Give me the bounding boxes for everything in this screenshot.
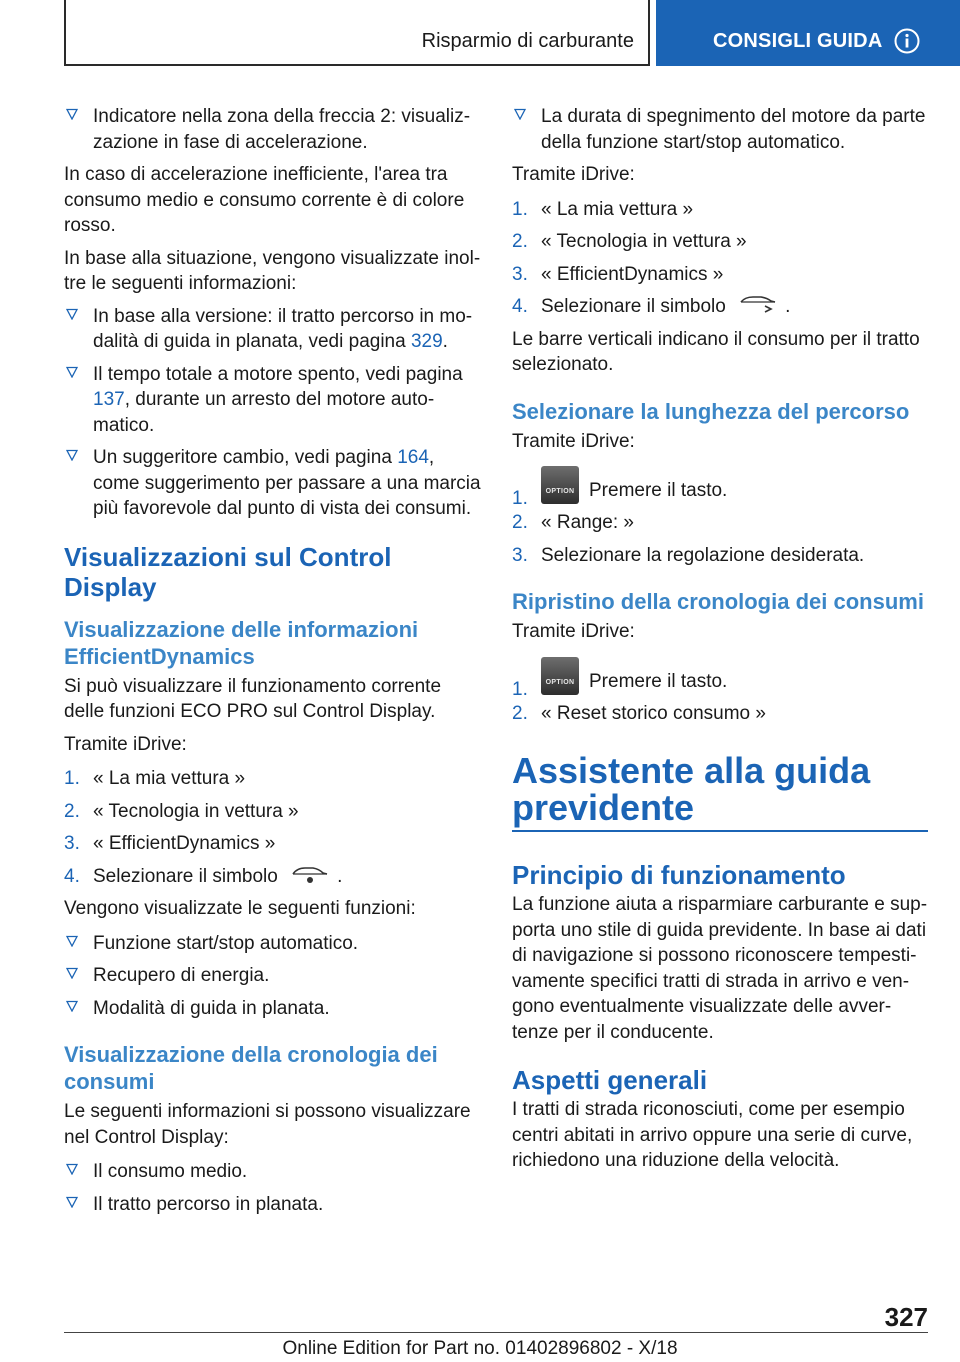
info-icon[interactable] <box>894 28 920 54</box>
triangle-bullet-icon <box>66 366 78 378</box>
heading-general-aspects: Aspetti generali <box>512 1065 708 1095</box>
header-section-box <box>64 0 650 66</box>
triangle-bullet-icon <box>66 1196 78 1208</box>
list-item: Un suggeritore cambio, vedi pagina 164, come suggerimento per passare a una marcia più favorevole dal punto di vista dei consumi. <box>64 445 482 522</box>
heading-route-length: Selezionare la lunghezza del percorso <box>512 398 910 424</box>
heading-predictive-assistant: Assistente alla guida previdente <box>512 750 871 828</box>
right-column <box>512 104 928 1181</box>
list-item: In base alla versione: il tratto percorso in modalità di guida in planata, vedi pagina 329. <box>64 304 482 355</box>
heading-reset-history: Ripristino della cronologia dei consumi <box>512 589 924 614</box>
list-item: Recupero di energia. <box>64 963 482 989</box>
page-link[interactable]: 164 <box>397 447 429 468</box>
paragraph: Tramite iDrive: <box>512 430 635 452</box>
heading-efficientdynamics-info: Visualizzazione delle informazioni EfficientDynamics <box>64 616 419 669</box>
list-item: Il tratto percorso in planata. <box>64 1192 482 1218</box>
step-item: 2. « Tecnologia in vettura » <box>512 231 747 252</box>
triangle-bullet-icon <box>66 1163 78 1175</box>
car-history-icon <box>737 294 779 316</box>
paragraph: Vengono visualizzate le seguenti funzioni: <box>64 898 416 919</box>
paragraph: I tratti di strada riconosciuti, come per esempio centri abitati in arrivo oppure una serie di curve, richiedono una riduzione della velocità. <box>512 1099 913 1171</box>
paragraph: In base alla situazione, vengono visualizzate inoltre le seguenti informazioni: <box>64 247 481 294</box>
option-button[interactable]: OPTION <box>541 466 579 504</box>
step-item: 1. OPTION Premere il tasto. <box>512 657 928 695</box>
list-item: Il tempo totale a motore spento, vedi pagina 137, durante un arresto del motore automatico. <box>64 362 482 439</box>
step-item: 1. OPTION Premere il tasto. <box>512 466 928 504</box>
list-item: Funzione start/stop automatico. <box>64 931 482 957</box>
page-link[interactable]: 137 <box>93 389 125 410</box>
step-item: 3. Selezionare la regolazione desiderata. <box>512 544 865 566</box>
triangle-bullet-icon <box>66 967 78 979</box>
step-item: 3. « EfficientDynamics » <box>512 263 724 285</box>
footer-edition: Online Edition for Part no. 01402896802 - X/18 <box>282 1338 678 1359</box>
step-item: 4. Selezionare il simbolo . <box>512 296 791 317</box>
step-item: 2. « Reset storico consumo » <box>512 702 766 724</box>
step-item: 2. « Tecnologia in vettura » <box>64 800 299 822</box>
page-link[interactable]: 329 <box>410 331 443 352</box>
paragraph: La funzione aiuta a risparmiare carburante e supporta uno stile di guida previdente. In base ai dati di navigazione si possono riconoscere tempestivamente specifici tratti di strada in arrivo e vengono eventualmente visualizzate delle avvertenze per il conducente. <box>512 894 928 1043</box>
triangle-bullet-icon <box>66 1000 78 1012</box>
car-efficiency-icon <box>289 864 331 886</box>
triangle-bullet-icon <box>66 308 78 320</box>
step-item: 4. Selezionare il simbolo . <box>64 865 343 887</box>
list-item: Il consumo medio. <box>64 1159 482 1185</box>
step-item: 2. « Range: » <box>512 512 634 533</box>
paragraph: Tramite iDrive: <box>512 164 635 185</box>
heading-rule <box>512 830 928 832</box>
paragraph: In caso di accelerazione inefficiente, l'area tra consumo medio e consumo corrente è di colore rosso. <box>64 164 465 236</box>
step-item: 3. « EfficientDynamics » <box>64 833 276 854</box>
chapter-tab-label: CONSIGLI GUIDA <box>713 30 883 52</box>
list-item: La durata di spegnimento del motore da parte della funzione start/stop automatico. <box>512 104 928 155</box>
step-item: 1. « La mia vettura » <box>64 768 246 789</box>
triangle-bullet-icon <box>66 449 78 461</box>
triangle-bullet-icon <box>66 108 78 120</box>
paragraph: Le barre verticali indicano il consumo per il tratto selezionato. <box>512 328 920 375</box>
paragraph: Tramite iDrive: <box>512 621 635 642</box>
list-item: Indicatore nella zona della freccia 2: visualizzazione in fase di accelerazione. <box>64 104 482 155</box>
step-item: 1. « La mia vettura » <box>512 198 694 220</box>
option-button[interactable]: OPTION <box>541 657 579 695</box>
heading-principle: Principio di funzionamento <box>512 860 846 890</box>
triangle-bullet-icon <box>66 935 78 947</box>
paragraph: Le seguenti informazioni si possono visualizzare nel Control Display: <box>64 1101 471 1148</box>
heading-consumption-history: Visualizzazione della cronologia dei consumi <box>64 1042 438 1094</box>
paragraph: Tramite iDrive: <box>64 733 187 755</box>
paragraph: Si può visualizzare il funzionamento corrente delle funzioni ECO PRO sul Control Display. <box>64 675 442 722</box>
page-number: 327 <box>884 1302 928 1332</box>
footer-divider <box>64 1332 928 1333</box>
triangle-bullet-icon <box>514 108 526 120</box>
list-item: Modalità di guida in planata. <box>64 996 482 1022</box>
left-column <box>64 104 482 1224</box>
chapter-tab[interactable] <box>656 0 960 66</box>
heading-control-display: Visualizzazioni sul Control Display <box>64 541 392 602</box>
section-title: Risparmio di carburante <box>421 30 634 52</box>
